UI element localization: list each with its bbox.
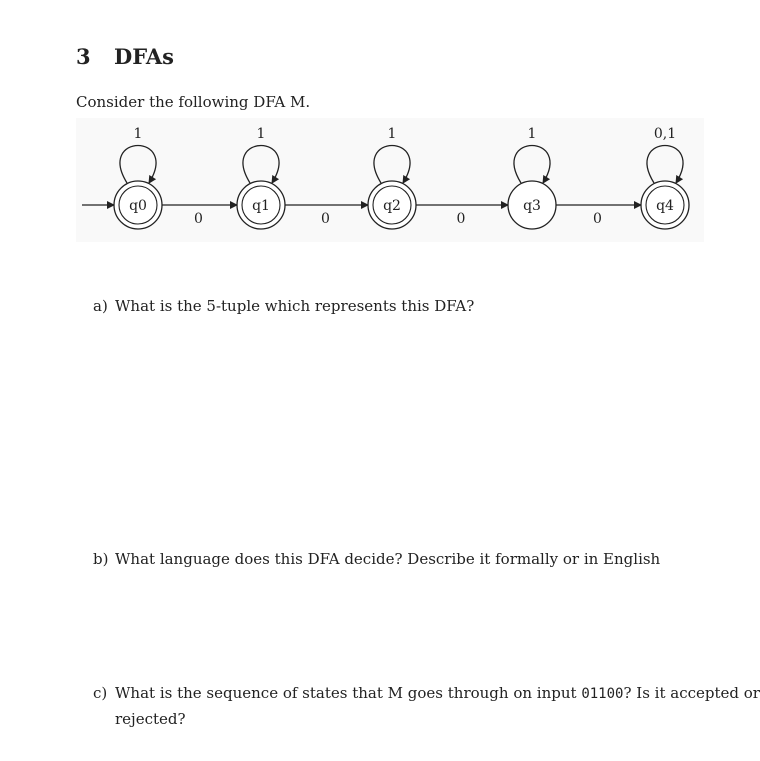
loop-label-q1: 1	[256, 126, 266, 142]
question-b	[93, 550, 660, 568]
question-a-text: What is the 5-tuple which represents this DFA?	[115, 297, 475, 315]
intro-text: Consider the following DFA M.	[76, 93, 311, 111]
state-label-q1: q1	[252, 198, 270, 214]
question-b-text: What language does this DFA decide? Describe it formally or in English	[115, 550, 661, 568]
question-c-text-before: What is the sequence of states that M goes through on input	[115, 684, 582, 702]
question-c-text-line2: rejected?	[115, 710, 186, 728]
question-c-input: 01100	[581, 686, 624, 702]
transition-label-q3-q4: 0	[593, 211, 602, 227]
section-heading	[76, 44, 174, 69]
question-b-label: b)	[93, 550, 109, 568]
question-a	[93, 297, 474, 315]
state-label-q2: q2	[383, 198, 401, 214]
state-label-q0: q0	[129, 198, 147, 214]
state-label-q3: q3	[523, 198, 541, 214]
state-label-q4: q4	[656, 198, 674, 214]
transition-label-q0-q1: 0	[194, 211, 203, 227]
question-c-text-after: ? Is it accepted or	[623, 684, 760, 702]
section-title: DFAs	[114, 44, 175, 69]
loop-label-q3: 1	[527, 126, 537, 142]
loop-label-q2: 1	[387, 126, 397, 142]
section-number: 3	[76, 44, 91, 69]
loop-label-q4: 0,1	[653, 126, 677, 142]
dfa-diagram	[76, 118, 704, 242]
loop-label-q0: 1	[133, 126, 143, 142]
transition-label-q1-q2: 0	[321, 211, 330, 227]
transition-label-q2-q3: 0	[456, 211, 466, 227]
question-a-label: a)	[93, 297, 108, 315]
question-c	[93, 684, 760, 728]
question-c-label: c)	[93, 684, 108, 702]
